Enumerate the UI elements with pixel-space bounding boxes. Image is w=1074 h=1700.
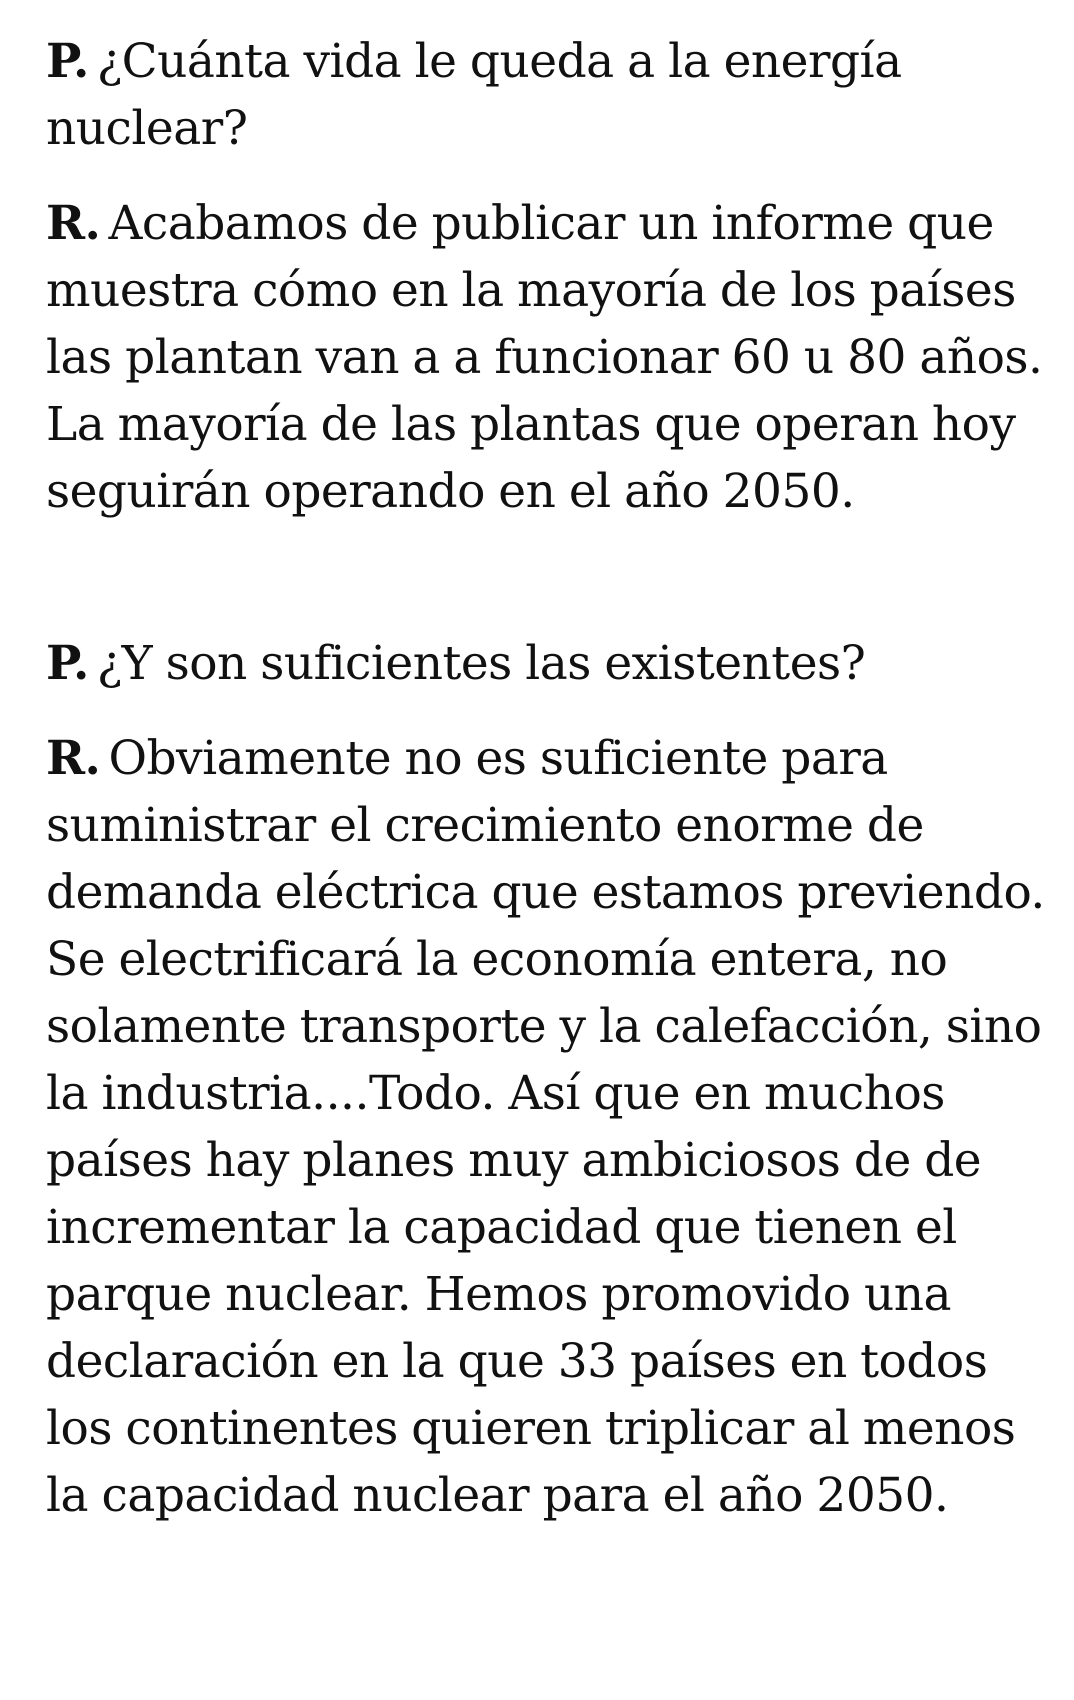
question-2 xyxy=(46,630,1056,697)
answer-marker: R. xyxy=(46,196,101,251)
answer-1 xyxy=(46,190,1056,525)
question-text: ¿Y son suficientes las existentes? xyxy=(96,636,866,691)
question-marker: P. xyxy=(46,34,89,89)
answer-marker: R. xyxy=(46,731,101,786)
question-text: ¿Cuánta vida le queda a la energía nuclear? xyxy=(46,34,902,156)
question-marker: P. xyxy=(46,636,89,691)
answer-text: Obviamente no es suficiente para suministrar el crecimiento enorme de demanda eléctrica que estamos previendo. Se electrificará la economía entera, no solamente transporte y la calefacción, sino la industria....Todo. Así que en muchos países hay planes muy ambiciosos de de incrementar la capacidad que tienen el parque nuclear. Hemos promovido una declaración en la que 33 países en todos los continentes quieren triplicar al menos la capacidad nuclear para el año 2050. xyxy=(46,731,1045,1523)
answer-2 xyxy=(46,725,1056,1529)
answer-text: Acabamos de publicar un informe que muestra cómo en la mayoría de los países las plantan van a a funcionar 60 u 80 años. La mayoría de las plantas que operan hoy seguirán operando en el año 2050. xyxy=(46,196,1043,519)
question-1 xyxy=(46,28,1056,162)
interview-article xyxy=(46,28,1056,1529)
